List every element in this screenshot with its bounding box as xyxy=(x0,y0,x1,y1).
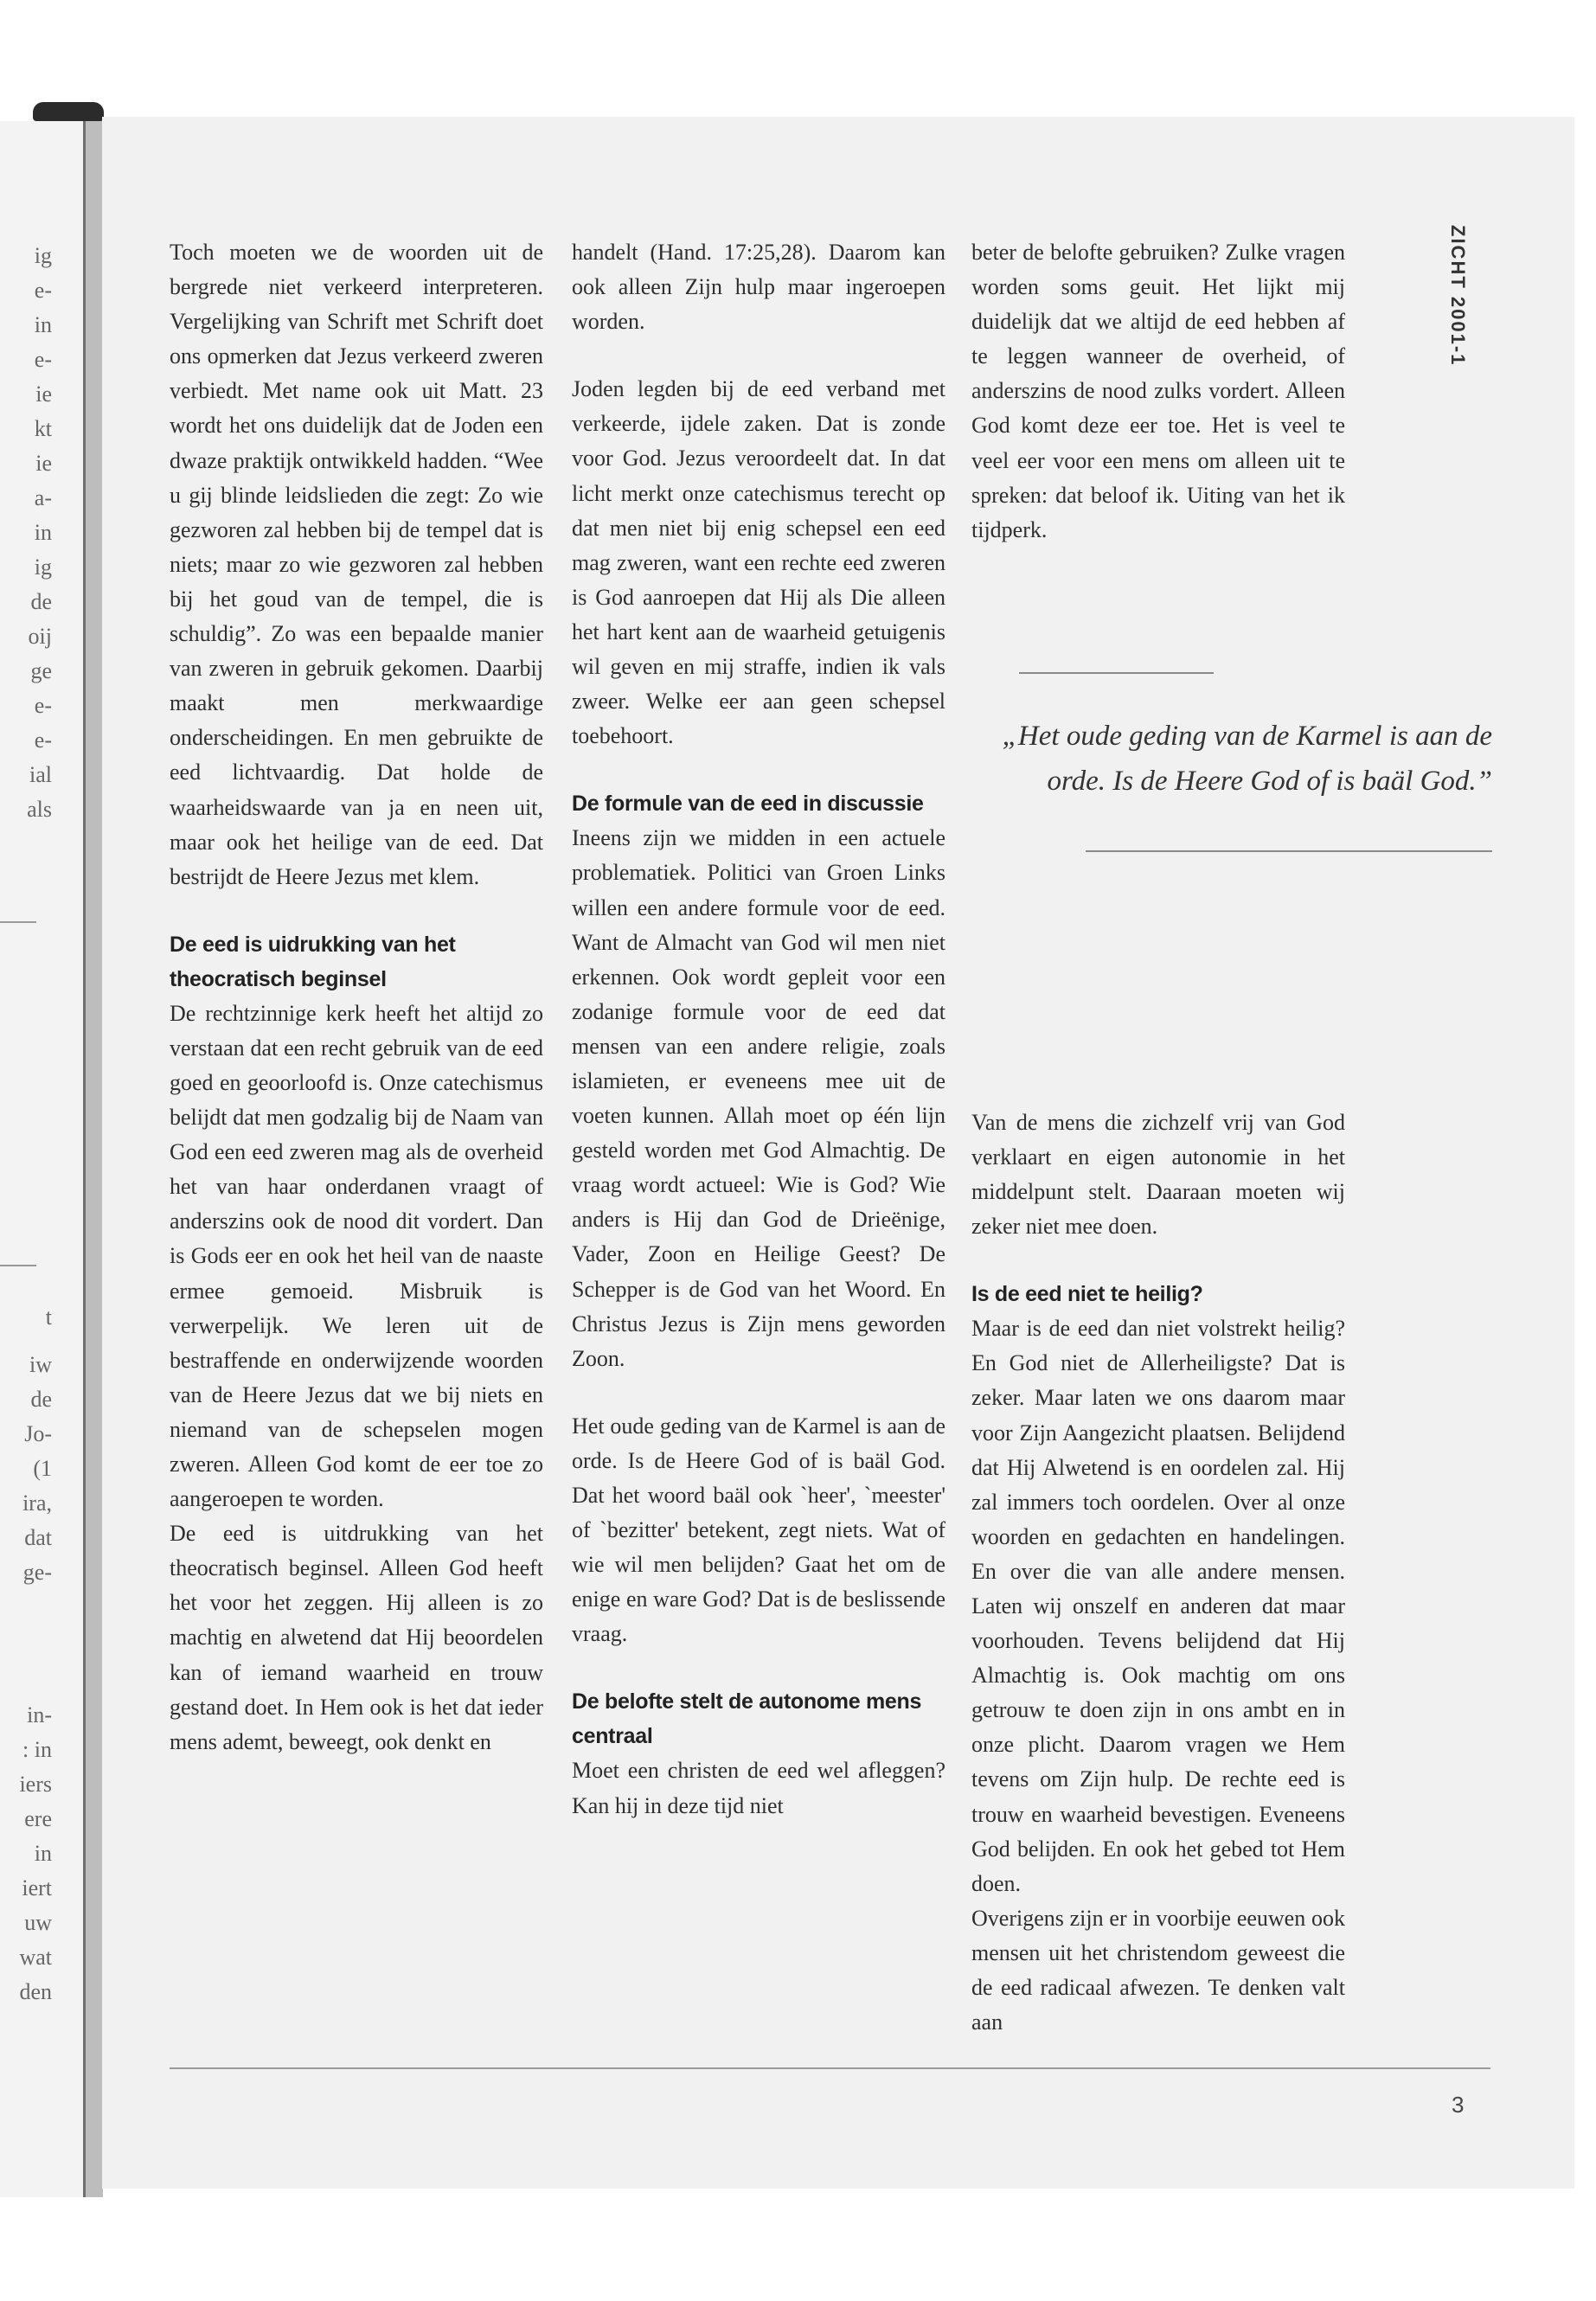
prev-page-rule xyxy=(0,921,36,923)
paragraph: Moet een christen de eed wel afleggen? Kan hij in deze tijd niet xyxy=(572,1758,945,1818)
prev-page-fragment: a- xyxy=(34,485,52,510)
prev-page-fragment: de xyxy=(30,1387,52,1412)
binder-clip xyxy=(33,102,104,121)
prev-page-fragment: de xyxy=(30,589,52,614)
previous-page-margin xyxy=(0,121,87,2197)
prev-page-fragment: uw xyxy=(24,1910,52,1935)
prev-page-fragment: iw xyxy=(29,1352,52,1377)
prev-page-fragment: den xyxy=(19,1979,52,2004)
prev-page-fragment: (1 xyxy=(33,1456,52,1481)
pull-quote-space xyxy=(971,548,1345,1106)
section-heading: De eed is uidrukking van het theocratisch beginsel xyxy=(170,932,456,991)
prev-page-fragment: ie xyxy=(35,381,52,407)
magazine-page xyxy=(102,117,1574,2189)
paragraph: De eed is uitdrukking van het theocratisch beginsel. Alleen God heeft het voor het zeggen. Hij alleen is zo machtig en alwetend dat Hij beoordelen kan of iemand waarheid en trouw gestand doet. In Hem ook is het dat ieder mens ademt, beweegt, ook denkt en xyxy=(170,1521,543,1754)
book-spine xyxy=(83,112,103,2197)
pull-quote: „Het oude geding van de Karmel is aan de orde. Is de Heere God of is baäl God.” xyxy=(1002,721,1492,797)
prev-page-fragment: e- xyxy=(34,278,52,303)
prev-page-fragment: ira, xyxy=(22,1490,52,1516)
prev-page-fragment: ig xyxy=(34,554,52,580)
footer-rule xyxy=(170,2067,1490,2069)
page-number: 3 xyxy=(1452,2092,1465,2118)
section-heading: De belofte stelt de autonome mens centraal xyxy=(572,1689,922,1749)
prev-page-fragment: in xyxy=(34,312,52,337)
prev-page-fragment: in xyxy=(34,1841,52,1866)
prev-page-fragment: ere xyxy=(24,1806,52,1831)
section-heading: Is de eed niet te heilig? xyxy=(971,1282,1203,1307)
paragraph: Ineens zijn we midden in een actuele problematiek. Politici van Groen Links willen een andere formule voor de eed. Want de Almacht van God wil men niet erkennen. Ook wordt gepleit voor een zodanige formule voor de eed dat mensen van een andere religie, zoals islamieten, er eveneens mee uit de voeten kunnen. Allah moet op één lijn gesteld worden met God Almachtig. De vraag wordt actueel: Wie is God? Wie anders is Hij dan God de Drieënige, Vader, Zoon en Heilige Geest? De Schepper is de God van het Woord. En Christus Jezus is Zijn mens geworden Zoon. xyxy=(572,825,945,1371)
journal-tag: ZICHT 2001-1 xyxy=(1447,225,1469,367)
prev-page-fragment: Jo- xyxy=(24,1421,52,1446)
prev-page-fragment: e- xyxy=(34,727,52,753)
text-column-2 xyxy=(572,235,945,1823)
text-column-3 xyxy=(971,235,1345,2040)
prev-page-fragment: iert xyxy=(22,1875,52,1900)
prev-page-fragment: dat xyxy=(24,1525,52,1550)
pull-quote-rule-bottom xyxy=(1086,850,1492,852)
prev-page-fragment: t xyxy=(45,1304,52,1330)
prev-page-fragment: kt xyxy=(34,416,52,441)
paragraph: Van de mens die zichzelf vrij van God verklaart en eigen autonomie in het middelpunt stelt. Daaraan moeten wij zeker niet mee doen. xyxy=(971,1109,1345,1240)
pull-quote-rule-top xyxy=(1019,672,1214,674)
text-column-1 xyxy=(170,235,543,1759)
prev-page-fragment: in xyxy=(34,520,52,545)
prev-page-fragment: ge- xyxy=(22,1560,52,1585)
prev-page-fragment: ig xyxy=(34,243,52,268)
prev-page-rule xyxy=(0,1265,36,1266)
prev-page-fragment: e- xyxy=(34,693,52,718)
prev-page-fragment: oij xyxy=(28,624,52,649)
prev-page-fragment: ial xyxy=(29,762,52,787)
paragraph: Joden legden bij de eed verband met verkeerde, ijdele zaken. Dat is zonde voor God. Jezus veroordeelt dat. In dat licht merkt onze catechismus terecht op dat men niet bij enig schepsel een eed mag zweren, want een rechte eed zweren is God aanroepen dat Hij als Die alleen het hart kent aan de waarheid getuigenis wil geven en mij straffe, indien ik vals zweer. Welke eer aan geen schepsel toebehoort. xyxy=(572,376,945,749)
prev-page-fragment: e- xyxy=(34,347,52,372)
prev-page-fragment: als xyxy=(27,797,52,822)
prev-page-fragment: wat xyxy=(19,1945,52,1970)
paragraph: beter de belofte gebruiken? Zulke vragen worden soms geuit. Het lijkt mij duidelijk dat we altijd de eed hebben af te leggen wanneer de overheid, of anderszins de nood zulks vordert. Alleen God komt deze eer toe. Het is veel te veel eer voor een mens om alleen uit te spreken: dat beloof ik. Uiting van het ik tijdperk. xyxy=(971,240,1345,542)
prev-page-fragment: iers xyxy=(19,1772,52,1797)
paragraph: De rechtzinnige kerk heeft het altijd zo verstaan dat een recht gebruik van de eed goed en geoorloofd is. Onze catechismus belijdt dat men godzalig bij de Naam van God een eed zweren mag als de overheid het van haar onderdanen vraagt of anderszins ook de nood dit vordert. Dan is Gods eer en ook het heil van de naaste ermee gemoeid. Misbruik is verwerpelijk. We leren uit de bestraffende en onderwijzende woorden van de Heere Jezus dat we bij niets en niemand van de schepselen mogen zweren. Alleen God komt de eer toe zo aangeroepen te worden. xyxy=(170,1000,543,1512)
paragraph: Toch moeten we de woorden uit de bergrede niet verkeerd interpreteren. Vergelijking van Schrift met Schrift doet ons opmerken dat Jezus verkeerd zweren verbiedt. Met name ook uit Matt. 23 wordt het ons duidelijk dat de Joden een dwaze praktijk ontwikkeld hadden. “Wee u gij blinde leidslieden die zegt: Zo wie gezworen zal hebben bij de tempel dat is niets; maar zo wie gezworen zal hebben bij het goud van de tempel, die is schuldig”. Zo was een bepaalde manier van zweren in gebruik gekomen. Daarbij maakt men merkwaardige onderscheidingen. En men gebruikte de eed lichtvaardig. Dat holde de waarheidswaarde van ja en neen uit, maar ook het heilige van de eed. Dat bestrijdt de Heere Jezus met klem. xyxy=(170,240,543,889)
prev-page-fragment: ge xyxy=(30,658,52,683)
paragraph: Maar is de eed dan niet volstrekt heilig? En God niet de Allerheiligste? Dat is zeker. Maar laten we ons daarom maar voor Zijn Aangezicht plaatsen. Belijdend dat Hij Alwetend is en oordelen zal. Hij zal immers toch oordelen. Over al onze woorden en gedachten en handelingen. En over die van alle andere mensen. Laten wij onszelf en anderen dat maar voorhouden. Tevens belijdend dat Hij Almachtig is. Ook machtig om ons getrouw te doen zijn in ons ambt en in onze plicht. Daarom vragen we Hem tevens om Zijn hulp. De rechte eed is trouw en waarheid bevestigen. Eveneens God belijden. En ook het gebed tot Hem doen. xyxy=(971,1316,1345,1896)
section-heading: De formule van de eed in discussie xyxy=(572,792,924,817)
paragraph: Het oude geding van de Karmel is aan de orde. Is de Heere God of is baäl God. Dat het woord baäl ook `heer', `meester' of `bezitter' betekent, zegt niets. Wat of wie wil men belijden? Gaat het om de enige en ware God? Dat is de beslissende vraag. xyxy=(572,1413,945,1647)
prev-page-fragment: ie xyxy=(35,451,52,476)
paragraph: Overigens zijn er in voorbije eeuwen ook mensen uit het christendom geweest die de eed radicaal afwezen. Te denken valt aan xyxy=(971,1905,1345,2035)
prev-page-fragment: : in xyxy=(22,1737,52,1762)
paragraph: handelt (Hand. 17:25,28). Daarom kan ook alleen Zijn hulp maar ingeroepen worden. xyxy=(572,240,945,335)
prev-page-fragment: in- xyxy=(27,1702,52,1727)
